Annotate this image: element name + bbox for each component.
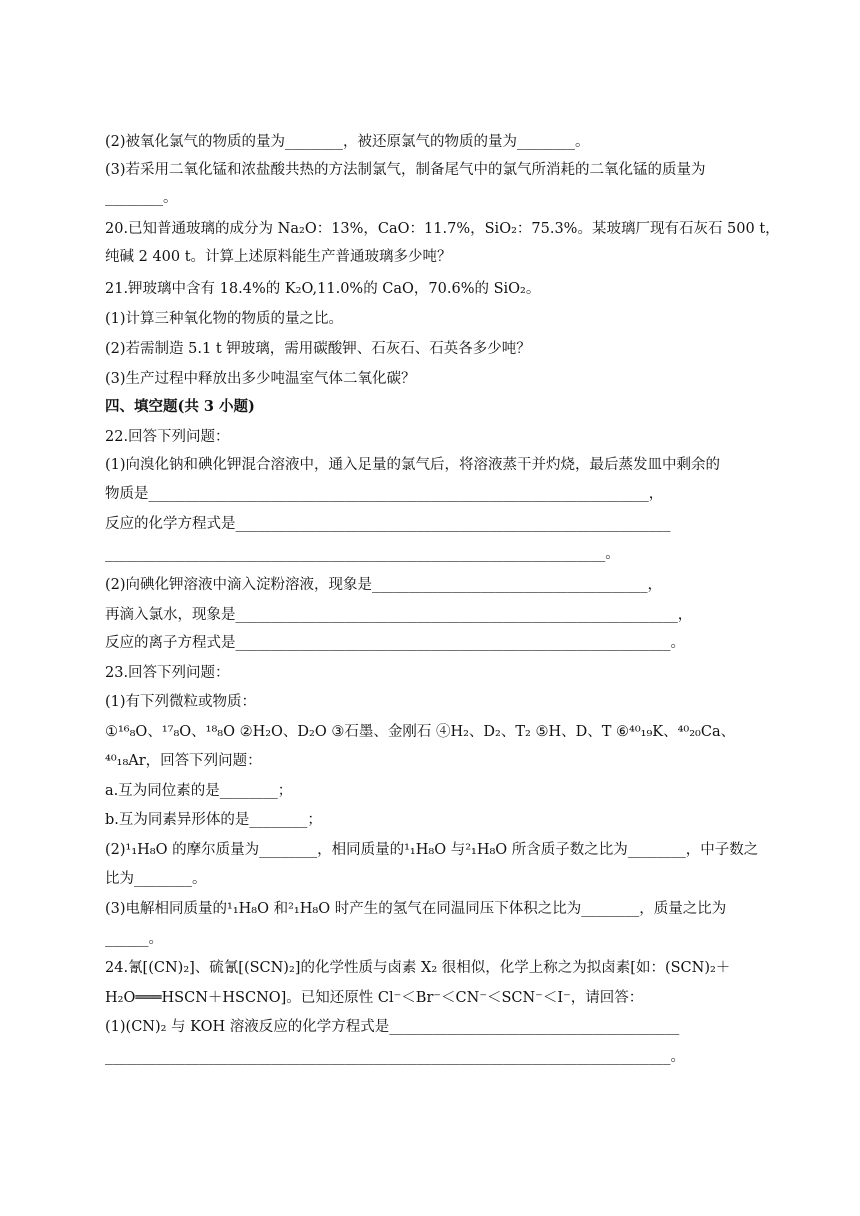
q19-part3: (3)若采用二氧化锰和浓盐酸共热的方法制氯气，制备尾气中的氯气所消耗的二氧化锰的质量为 [105,162,706,178]
q21-part3: (3)生产过程中释放出多少吨温室气体二氧化碳？ [105,371,416,387]
q23-items-line2: ⁴⁰₁₈Ar，回答下列问题： [105,753,262,769]
q23-part-b: b.互为同素异形体的是________； [105,812,322,828]
q22-part1-line4: _____________________________________________________________________。 [105,546,620,562]
q23-part3-line1: (3)电解相同质量的¹₁H₈O 和²₁H₈O 时产生的氢气在同温同压下体积之比为________，质量之比为 [105,901,727,917]
q19-part3-blank: ________。 [105,190,178,206]
q20-line1: 20.已知普通玻璃的成分为 Na₂O：13%，CaO：11.7%，SiO₂：75.3%。某玻璃厂现有石灰石 500 t， [105,221,780,237]
q24-stem-line2: H₂O═══HSCN＋HSCNO]。已知还原性 Cl⁻＜Br⁻＜CN⁻＜SCN⁻＜I⁻，请回答： [105,990,644,1006]
q23-part1-intro: (1)有下列微粒或物质： [105,694,257,710]
q20-line2: 纯碱 2 400 t。计算上述原料能生产普通玻璃多少吨？ [105,249,452,265]
q23-part3-line2: ______。 [105,931,163,947]
q24-part1-line1: (1)(CN)₂ 与 KOH 溶液反应的化学方程式是________________________________________ [105,1019,680,1035]
q22-part2-line2: 再滴入氯水，现象是_____________________________________________________________， [105,607,693,623]
q22-stem: 22.回答下列问题： [105,429,230,445]
q19-part2: (2)被氧化氯气的物质的量为________，被还原氯气的物质的量为________。 [105,134,590,150]
q22-part1-line3: 反应的化学方程式是____________________________________________________________ [105,516,671,532]
q23-part-a: a.互为同位素的是________； [105,783,293,799]
q24-part1-line2: ______________________________________________________________________________。 [105,1049,685,1065]
q22-part1-line2: 物质是_____________________________________________________________________， [105,486,664,502]
q24-stem-line1: 24.氰[(CN)₂]、硫氰[(SCN)₂]的化学性质与卤素 X₂ 很相似，化学上称之为拟卤素[如：(SCN)₂＋ [105,960,731,976]
q23-part2-line2: 比为________。 [105,871,207,887]
q23-part2-line1: (2)¹₁H₈O 的摩尔质量为________，相同质量的¹₁H₈O 与²₁H₈O 所含质子数之比为________，中子数之 [105,842,759,858]
q22-part2-line3: 反应的离子方程式是____________________________________________________________。 [105,635,685,651]
q22-part2-line1: (2)向碘化钾溶液中滴入淀粉溶液，现象是______________________________________， [105,577,663,593]
q21-part1: (1)计算三种氧化物的物质的量之比。 [105,311,344,327]
q23-items-line1: ①¹⁶₈O、¹⁷₈O、¹⁸₈O ②H₂O、D₂O ③石墨、金刚石 ④H₂、D₂、T₂ ⑤H、D、T ⑥⁴⁰₁₉K、⁴⁰₂₀Ca、 [105,724,736,740]
q22-part1-line1: (1)向溴化钠和碘化钾混合溶液中，通入足量的氯气后，将溶液蒸干并灼烧，最后蒸发皿中剩余的 [105,457,721,473]
q21-stem: 21.钾玻璃中含有 18.4%的 K₂O,11.0%的 CaO，70.6%的 SiO₂。 [105,281,541,297]
section-heading: 四、填空题(共 3 小题) [105,398,255,415]
q23-stem: 23.回答下列问题： [105,665,230,681]
q21-part2: (2)若需制造 5.1 t 钾玻璃，需用碳酸钾、石灰石、石英各多少吨？ [105,341,531,357]
